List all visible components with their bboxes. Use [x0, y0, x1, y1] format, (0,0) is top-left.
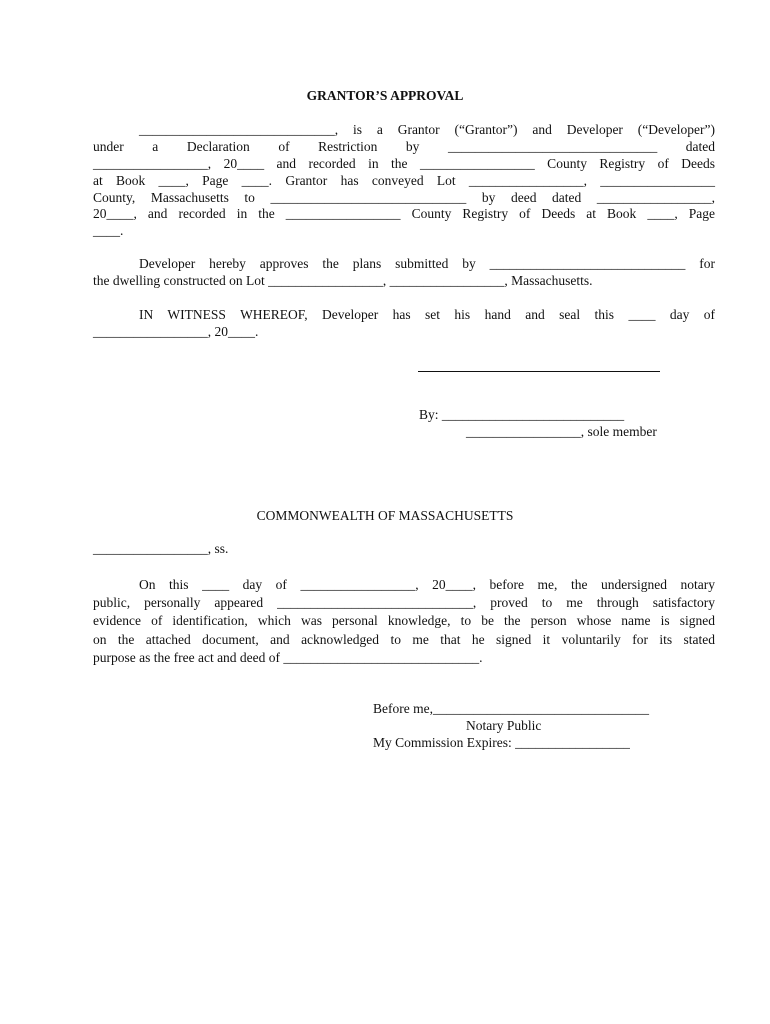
notary-public-label: Notary Public: [466, 718, 542, 733]
signature-line: [418, 371, 660, 372]
para2-line-2: the dwelling constructed on Lot _________________, _________________, Massachusetts.: [93, 273, 593, 288]
para3-line-1: IN WITNESS WHEREOF, Developer has set his hand and seal this ____ day of: [139, 307, 715, 322]
para1-line-5: County, Massachusetts to _____________________________ by deed dated _________________,: [93, 190, 715, 205]
commission-expires-line: My Commission Expires: _________________: [373, 735, 630, 750]
before-me-line: Before me,________________________________: [373, 701, 649, 716]
para1-line-4: at Book ____, Page ____. Grantor has conveyed Lot _________________, _________________: [93, 173, 715, 188]
document-title: GRANTOR’S APPROVAL: [306, 88, 464, 103]
signature-sole-member: _________________, sole member: [466, 424, 657, 439]
para3-line-2: _________________, 20____.: [93, 324, 259, 339]
para1-line-3: _________________, 20____ and recorded in the _________________ County Registry of Deeds: [93, 156, 715, 171]
notary-ss: _________________, ss.: [93, 541, 229, 556]
para1-line-6: 20____, and recorded in the _________________ County Registry of Deeds at Book ____, Page: [93, 206, 715, 221]
notary-heading: COMMONWEALTH OF MASSACHUSETTS: [256, 508, 514, 523]
notary-line-1: On this ____ day of _________________, 20____, before me, the undersigned notary: [139, 577, 715, 592]
notary-line-4: on the attached document, and acknowledged to me that he signed it voluntarily for its stated: [93, 632, 715, 647]
para1-line-7: ____.: [93, 223, 124, 238]
notary-line-5: purpose as the free act and deed of _____________________________.: [93, 650, 483, 665]
para1-line-1: _____________________________, is a Grantor (“Grantor”) and Developer (“Developer”): [139, 122, 715, 137]
notary-line-3: evidence of identification, which was personal knowledge, to be the person whose name is signed: [93, 613, 715, 628]
para2-line-1: Developer hereby approves the plans submitted by _____________________________ for: [139, 256, 715, 271]
notary-line-2: public, personally appeared _____________________________, proved to me through satisfactory: [93, 595, 715, 610]
signature-by: By: ___________________________: [419, 407, 625, 422]
para1-line-2: under a Declaration of Restriction by _______________________________ dated: [93, 139, 715, 154]
